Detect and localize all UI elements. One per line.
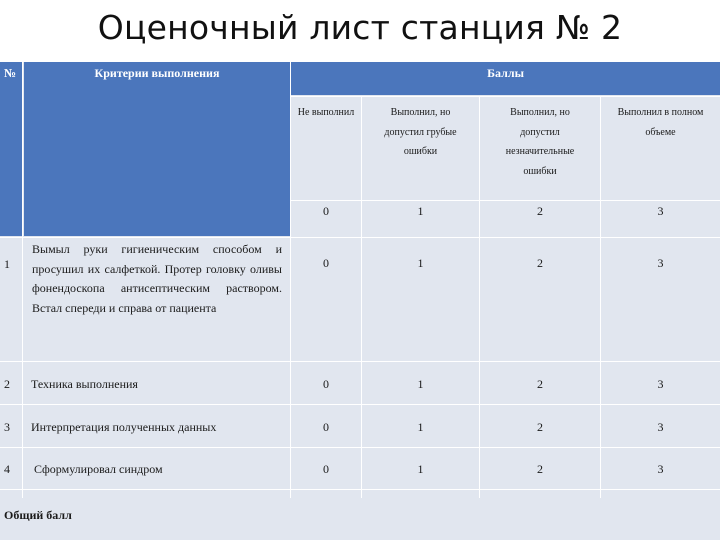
criteria-text: Техника выполнения [31, 377, 138, 391]
score-cell: 1 [417, 377, 424, 391]
criteria-text: Интерпретация полученных данных [31, 420, 217, 434]
grid-line [22, 62, 23, 498]
grid-line [0, 361, 720, 362]
row-number: 3 [4, 420, 10, 434]
score-column-header [291, 62, 720, 95]
row-number: 1 [4, 257, 10, 271]
score-level-desc: Выполнил, но допустил грубые ошибки [384, 107, 457, 157]
score-level-value: 1 [417, 204, 424, 218]
score-header-label: Баллы [487, 66, 524, 80]
row-number: 2 [4, 377, 10, 391]
score-cell: 3 [657, 256, 664, 270]
score-level-desc: Выполнил в полном объеме [617, 107, 704, 138]
total-score-label: Общий балл [4, 508, 72, 522]
score-level-value: 3 [657, 204, 664, 218]
grid-line [290, 62, 291, 498]
grid-line [0, 489, 720, 490]
score-level-desc: Выполнил, но допустил незначительные ошибки [505, 107, 575, 177]
grid-line [361, 97, 362, 498]
score-level-desc: Не выполнил [297, 107, 355, 118]
criteria-text: Вымыл руки гигиеническим способом и просушил их салфеткой. Протер головку оливы фонендоскопа антисептическим раствором. Встал спереди и справа от пациента [32, 242, 282, 315]
grid-line [290, 200, 720, 201]
score-cell: 2 [537, 377, 543, 391]
score-cell: 0 [323, 377, 329, 391]
number-header-label: № [4, 66, 17, 80]
score-cell: 3 [657, 420, 664, 434]
score-level-value: 0 [323, 204, 329, 218]
score-cell: 0 [323, 462, 329, 476]
row-number: 4 [4, 462, 10, 476]
number-column-header [0, 62, 22, 236]
score-cell: 2 [537, 462, 543, 476]
score-cell: 0 [323, 256, 329, 270]
score-cell: 1 [417, 462, 424, 476]
grid-line [0, 404, 720, 405]
score-cell: 3 [657, 462, 664, 476]
score-cell: 1 [417, 256, 424, 270]
grid-line [290, 96, 720, 97]
criteria-column-header [24, 62, 290, 236]
page-title: Оценочный лист станция № 2 [97, 8, 623, 47]
grid-line [0, 447, 720, 448]
score-cell: 2 [537, 420, 543, 434]
score-cell: 3 [657, 377, 664, 391]
criteria-header-label: Критерии выполнения [94, 66, 220, 80]
grid-line [600, 97, 601, 498]
grid-line [479, 97, 480, 498]
score-cell: 1 [417, 420, 424, 434]
score-cell: 2 [537, 256, 543, 270]
grid-line [0, 237, 720, 238]
evaluation-table [0, 62, 720, 540]
criteria-text: Сформулировал синдром [31, 462, 163, 476]
score-cell: 0 [323, 420, 329, 434]
score-level-value: 2 [537, 204, 543, 218]
